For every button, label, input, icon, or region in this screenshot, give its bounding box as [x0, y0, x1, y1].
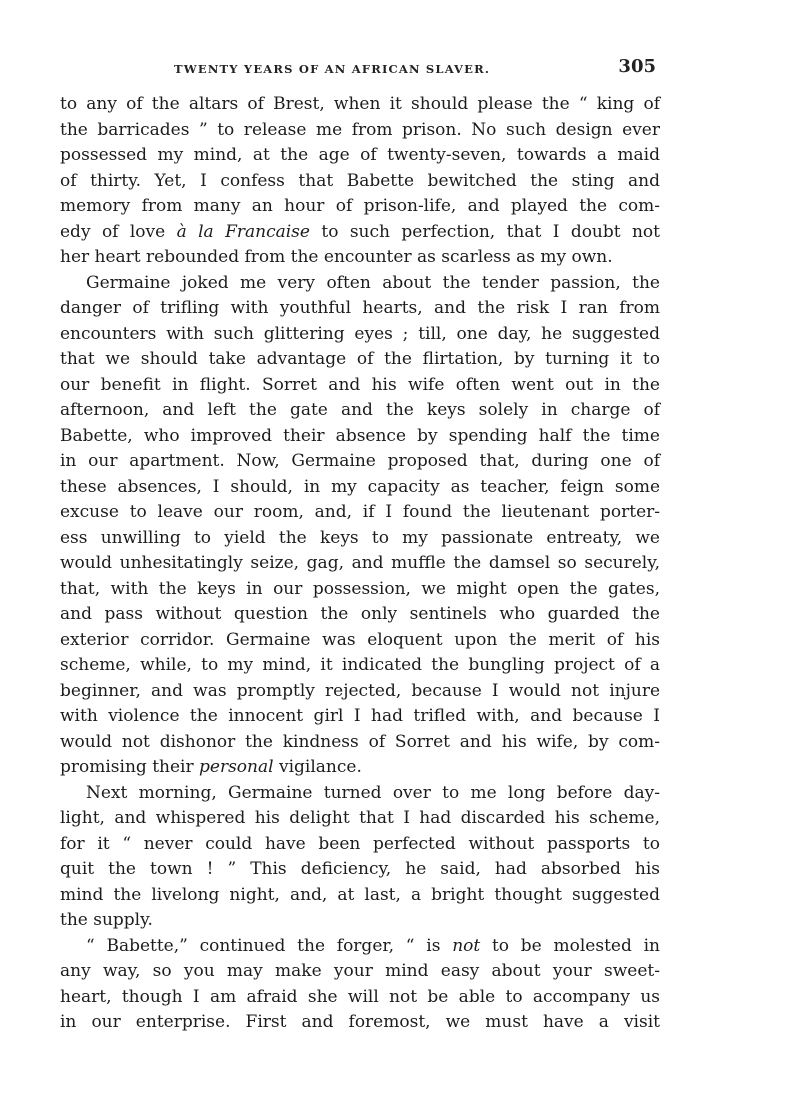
- text-segment: these absences, I should, in my capacity as teacher, feign some: [60, 476, 660, 497]
- italic-text-segment: not: [452, 935, 481, 956]
- text-segment: afternoon, and left the gate and the keys solely in charge of: [60, 400, 660, 420]
- text-segment: heart, though I am afraid she will not be able to accompany us: [60, 986, 660, 1007]
- text-segment: to any of the altars of Brest, when it should please the “ king of: [60, 94, 660, 114]
- text-line: [60, 628, 660, 654]
- text-line: [60, 424, 660, 450]
- text-line: [60, 1010, 660, 1036]
- text-line: [60, 602, 660, 628]
- text-line: [60, 857, 660, 883]
- text-line: [60, 143, 660, 169]
- text-segment: light, and whispered his delight that I had discarded his scheme,: [60, 808, 660, 828]
- text-segment: quit the town ! ” This deficiency, he said, had absorbed his: [60, 859, 660, 879]
- italic-text-segment: personal: [199, 757, 274, 777]
- text-line: [60, 322, 660, 348]
- text-segment: danger of trifling with youthful hearts, and the risk I ran from: [60, 298, 660, 318]
- italic-text-segment: à la Francaise: [176, 221, 310, 242]
- text-segment: promising their: [60, 757, 200, 777]
- text-segment: and pass without question the only sentinels who guarded the: [60, 604, 660, 624]
- text-line: [60, 908, 660, 934]
- text-segment: Next morning, Germaine turned over to me long before day-: [86, 782, 660, 803]
- page-number: 305: [618, 56, 656, 77]
- text-line: [60, 526, 660, 552]
- text-segment: possessed my mind, at the age of twenty-seven, towards a maid: [60, 145, 660, 165]
- text-line: [60, 347, 660, 373]
- text-line: [60, 883, 660, 909]
- running-header: [62, 56, 662, 80]
- text-segment: would unhesitatingly seize, gag, and muffle the damsel so securely,: [60, 553, 660, 573]
- text-segment: to be molested in: [480, 935, 660, 956]
- text-line: [60, 551, 660, 577]
- text-segment: encounters with such glittering eyes ; till, one day, he suggested: [60, 323, 660, 344]
- text-line: [60, 832, 660, 858]
- text-segment: memory from many an hour of prison-life, and played the com-: [60, 196, 660, 216]
- text-segment: in our apartment. Now, Germaine proposed that, during one of: [60, 451, 660, 471]
- text-segment: that we should take advantage of the flirtation, by turning it to: [60, 349, 660, 369]
- text-line: [60, 373, 660, 399]
- text-segment: Babette, who improved their absence by spending half the time: [60, 425, 660, 446]
- text-segment: ess unwilling to yield the keys to my passionate entreaty, we: [60, 527, 660, 548]
- text-segment: any way, so you may make your mind easy about your sweet-: [60, 961, 660, 981]
- text-line: [60, 806, 660, 832]
- text-line: [60, 500, 660, 526]
- text-line: [60, 118, 660, 144]
- running-title: TWENTY YEARS OF AN AFRICAN SLAVER.: [174, 62, 491, 76]
- text-segment: vigilance.: [273, 757, 362, 777]
- text-segment: that, with the keys in our possession, we might open the gates,: [60, 578, 660, 599]
- text-segment: exterior corridor. Germaine was eloquent upon the merit of his: [60, 629, 660, 650]
- text-line: [60, 220, 660, 246]
- text-segment: would not dishonor the kindness of Sorret and his wife, by com-: [60, 731, 660, 752]
- text-segment: edy of love: [60, 221, 177, 242]
- text-line: [60, 296, 660, 322]
- text-segment: scheme, while, to my mind, it indicated the bungling project of a: [60, 655, 660, 675]
- text-segment: mind the livelong night, and, at last, a bright thought suggested: [60, 884, 660, 905]
- text-line: [60, 577, 660, 603]
- body-text: [60, 92, 660, 1036]
- text-segment: “ Babette,” continued the forger, “ is: [86, 935, 453, 956]
- text-segment: of thirty. Yet, I confess that Babette bewitched the sting and: [60, 170, 660, 191]
- text-segment: for it “ never could have been perfected without passports to: [60, 833, 660, 854]
- text-line: [60, 169, 660, 195]
- text-line: [60, 398, 660, 424]
- text-line: [60, 194, 660, 220]
- text-line: [60, 781, 660, 807]
- text-segment: the supply.: [60, 910, 153, 930]
- text-line: [60, 245, 660, 271]
- text-segment: her heart rebounded from the encounter as scarless as my own.: [60, 247, 613, 267]
- text-line: [60, 271, 660, 297]
- text-segment: Germaine joked me very often about the tender passion, the: [86, 272, 660, 293]
- text-line: [60, 730, 660, 756]
- text-line: [60, 704, 660, 730]
- text-line: [60, 449, 660, 475]
- text-line: [60, 475, 660, 501]
- text-line: [60, 959, 660, 985]
- text-line: [60, 679, 660, 705]
- text-segment: excuse to leave our room, and, if I found the lieutenant porter-: [60, 502, 660, 522]
- text-line: [60, 755, 660, 781]
- text-segment: to such perfection, that I doubt not: [309, 221, 661, 242]
- text-line: [60, 985, 660, 1011]
- text-segment: beginner, and was promptly rejected, because I would not injure: [60, 680, 660, 701]
- text-line: [60, 934, 660, 960]
- text-segment: in our enterprise. First and foremost, we must have a visit: [60, 1012, 660, 1032]
- text-segment: our benefit in flight. Sorret and his wife often went out in the: [60, 374, 660, 395]
- text-segment: the barricades ” to release me from prison. No such design ever: [60, 119, 660, 140]
- text-line: [60, 653, 660, 679]
- text-line: [60, 92, 660, 118]
- text-segment: with violence the innocent girl I had trifled with, and because I: [60, 706, 660, 726]
